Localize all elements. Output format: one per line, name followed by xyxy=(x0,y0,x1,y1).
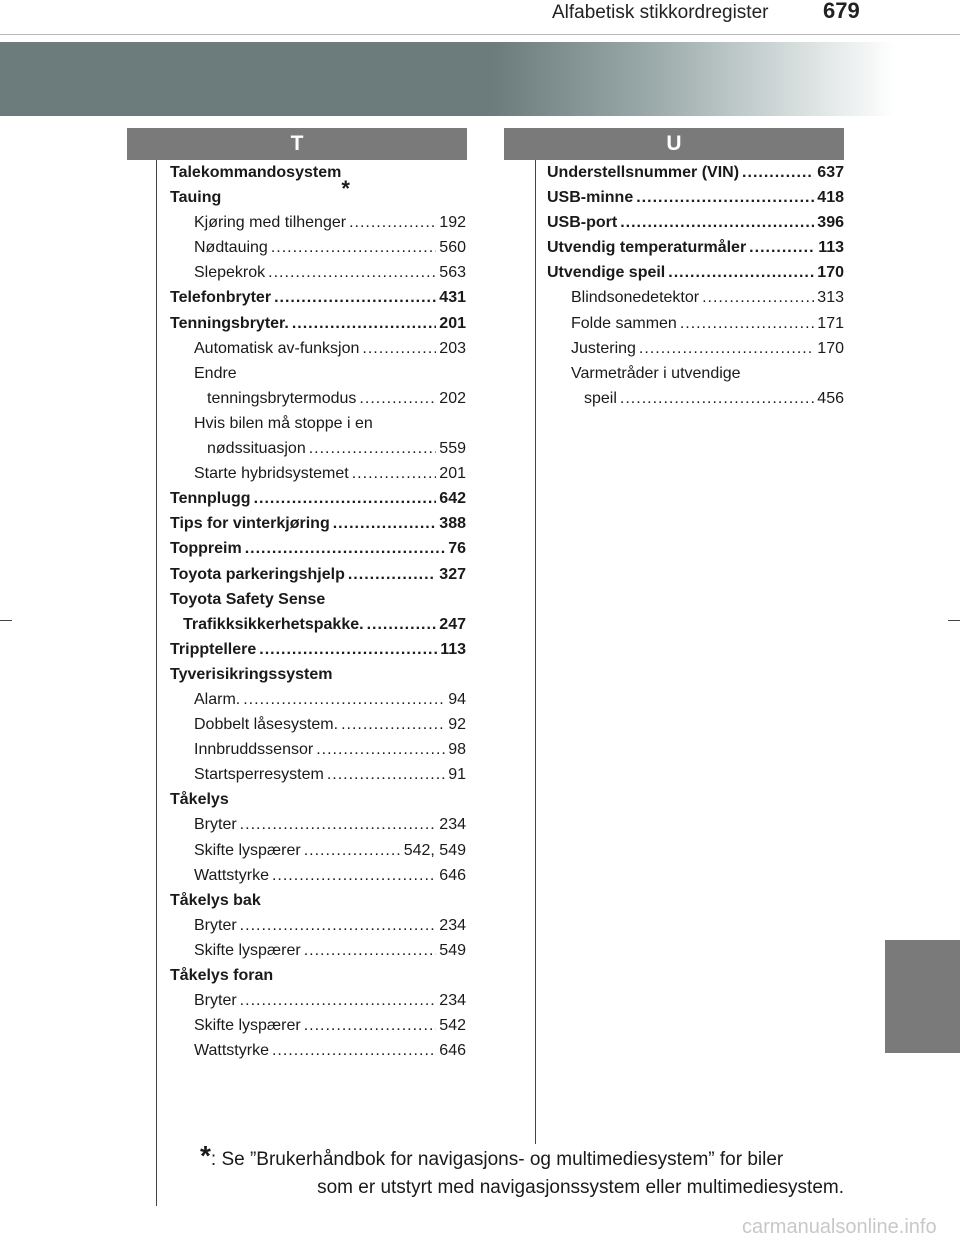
index-column-u xyxy=(547,160,844,411)
index-entry xyxy=(170,762,466,787)
page-number: 679 xyxy=(823,0,860,23)
entry-label: Toyota parkeringshjelp xyxy=(170,565,345,583)
index-entry xyxy=(170,787,466,812)
entry-label: Tauing xyxy=(170,189,222,207)
dot-leader xyxy=(367,612,437,637)
dot-leader xyxy=(274,285,436,310)
section-title: Alfabetisk stikkordregister xyxy=(552,2,769,23)
entry-page-ref[interactable]: 202 xyxy=(439,389,466,407)
dot-leader xyxy=(742,160,814,185)
dot-leader xyxy=(680,311,814,336)
dot-leader xyxy=(359,386,436,411)
entry-label: Understellsnummer (VIN) xyxy=(547,164,740,181)
entry-label: USB-port xyxy=(547,214,618,232)
index-entry xyxy=(170,888,466,913)
margin-tick-left xyxy=(0,620,12,621)
dot-leader xyxy=(254,486,437,511)
entry-page-ref[interactable]: 542 xyxy=(439,1017,466,1035)
index-entry xyxy=(547,235,844,260)
footnote-line-1: : Se ”Brukerhåndbok for navigasjons- og multimediesystem” for biler xyxy=(210,1149,784,1170)
entry-page-ref[interactable]: 549 xyxy=(439,941,466,959)
entry-page-ref[interactable]: 396 xyxy=(817,214,844,232)
index-entry xyxy=(170,637,466,662)
footnote-star: * xyxy=(200,1140,211,1171)
dot-leader xyxy=(620,210,814,235)
entry-page-ref[interactable]: 92 xyxy=(448,716,466,734)
dot-leader xyxy=(362,336,436,361)
dot-leader xyxy=(259,637,437,662)
column-rule-middle xyxy=(535,160,536,1144)
entry-label: Alarm. xyxy=(194,690,241,708)
dot-leader xyxy=(240,812,437,837)
index-entry xyxy=(170,386,466,411)
entry-page-ref[interactable]: 113 xyxy=(818,239,844,257)
dot-leader xyxy=(327,762,445,787)
entry-page-ref[interactable]: 192 xyxy=(439,214,466,232)
entry-page-ref[interactable]: 201 xyxy=(439,465,466,483)
entry-label: Folde sammen xyxy=(571,314,677,332)
dot-leader xyxy=(636,185,814,210)
index-entry xyxy=(547,210,844,235)
dot-leader xyxy=(352,461,437,486)
margin-tick-right xyxy=(948,620,960,621)
index-entry xyxy=(170,687,466,712)
entry-page-ref[interactable]: 98 xyxy=(448,741,466,759)
index-entry xyxy=(170,1013,466,1038)
index-entry xyxy=(170,486,466,511)
index-entry xyxy=(170,536,466,561)
index-entry xyxy=(170,260,466,285)
entry-label: Justering xyxy=(571,339,636,357)
entry-label: Tennplugg xyxy=(170,490,251,508)
dot-leader xyxy=(348,562,436,587)
index-entry xyxy=(170,436,466,461)
entry-label: Talekommandosystem xyxy=(170,164,342,181)
entry-label: Wattstyrke xyxy=(194,866,269,884)
index-entry xyxy=(547,311,844,336)
entry-label: Utvendig temperaturmåler xyxy=(547,239,747,257)
dot-leader xyxy=(668,260,814,285)
entry-page-ref[interactable]: 247 xyxy=(439,615,466,633)
index-column-t xyxy=(170,160,466,1063)
dot-leader xyxy=(349,210,436,235)
dot-leader xyxy=(240,913,437,938)
entry-label: speil xyxy=(584,389,617,407)
index-entry xyxy=(170,185,466,210)
entry-label: Nødtauing xyxy=(194,239,268,257)
entry-label: Innbruddssensor xyxy=(194,741,314,759)
entry-page-ref[interactable]: 431 xyxy=(439,289,466,307)
entry-page-ref[interactable]: 327 xyxy=(439,565,466,583)
entry-label: Telefonbryter xyxy=(170,289,272,307)
dot-leader xyxy=(316,737,445,762)
index-entry xyxy=(170,838,466,863)
index-entry xyxy=(547,386,844,411)
header-banner xyxy=(0,42,895,116)
footnote-line-2: som er utstyrt med navigasjonssystem eller multimediesystem. xyxy=(317,1177,844,1198)
entry-page-ref[interactable]: 542, 549 xyxy=(403,841,466,859)
entry-label: Kjøring med tilhenger xyxy=(194,214,347,232)
entry-page-ref[interactable]: 201 xyxy=(439,314,466,332)
entry-label: Skifte lyspærer xyxy=(194,941,301,959)
dot-leader xyxy=(702,285,814,310)
dot-leader xyxy=(245,536,446,561)
index-entry: Talekommandosystem * xyxy=(170,160,466,185)
entry-page-ref[interactable]: 418 xyxy=(817,189,844,207)
entry-page-ref[interactable]: 171 xyxy=(817,314,844,332)
index-entry xyxy=(170,1038,466,1063)
entry-page-ref[interactable]: 76 xyxy=(448,540,466,558)
entry-page-ref[interactable]: 642 xyxy=(439,490,466,508)
index-entry xyxy=(170,361,466,386)
index-entry xyxy=(170,812,466,837)
index-entry xyxy=(547,185,844,210)
index-entry xyxy=(170,311,466,336)
dot-leader xyxy=(271,235,436,260)
index-entry xyxy=(170,336,466,361)
entry-label: Wattstyrke xyxy=(194,1042,269,1060)
footnote xyxy=(200,1142,844,1202)
index-entry xyxy=(170,963,466,988)
index-entry xyxy=(170,411,466,436)
dot-leader xyxy=(304,838,401,863)
entry-page-ref[interactable]: 313 xyxy=(817,289,844,307)
dot-leader xyxy=(268,260,436,285)
entry-label: Tips for vinterkjøring xyxy=(170,515,330,533)
index-entry xyxy=(170,988,466,1013)
index-entry xyxy=(170,235,466,260)
entry-page-ref[interactable]: 388 xyxy=(439,515,466,533)
dot-leader xyxy=(333,511,437,536)
entry-label: Skifte lyspærer xyxy=(194,1017,301,1035)
entry-label: Trafikksikkerhetspakke. xyxy=(183,615,364,633)
entry-page-ref[interactable]: 170 xyxy=(817,264,844,282)
entry-label: Skifte lyspærer xyxy=(194,841,301,859)
dot-leader xyxy=(272,863,436,888)
entry-label: Startsperresystem xyxy=(194,766,324,784)
entry-label: USB-minne xyxy=(547,189,634,207)
entry-label: Tenningsbryter. xyxy=(170,314,289,332)
dot-leader xyxy=(292,311,436,336)
dot-leader xyxy=(309,436,437,461)
dot-leader xyxy=(341,712,445,737)
index-entry xyxy=(170,612,466,637)
index-entry xyxy=(547,285,844,310)
entry-page-ref[interactable]: 637 xyxy=(817,164,844,181)
entry-label: Varmetråder i utvendige xyxy=(571,364,741,382)
dot-leader xyxy=(749,235,815,260)
index-entry xyxy=(170,511,466,536)
section-header-u: U xyxy=(504,128,844,160)
index-entry xyxy=(547,336,844,361)
entry-page-ref[interactable]: 234 xyxy=(439,916,466,934)
entry-label: Blindsonedetektor xyxy=(571,289,700,307)
entry-label: Slepekrok xyxy=(194,264,266,282)
index-entry xyxy=(170,913,466,938)
index-entry xyxy=(170,587,466,612)
index-entry xyxy=(170,662,466,687)
index-entry xyxy=(170,210,466,235)
entry-label: Tyverisikringssystem xyxy=(170,665,333,683)
section-header-t: T xyxy=(127,128,467,160)
entry-label: Toppreim xyxy=(170,540,242,558)
index-entry xyxy=(170,562,466,587)
entry-label: Hvis bilen må stoppe i en xyxy=(194,414,373,432)
entry-label: Tåkelys bak xyxy=(170,891,261,909)
entry-page-ref[interactable]: 563 xyxy=(439,264,466,282)
entry-label: Tåkelys xyxy=(170,791,229,809)
entry-label: Tåkelys foran xyxy=(170,967,274,984)
dot-leader xyxy=(620,386,814,411)
entry-page-ref[interactable]: 203 xyxy=(439,339,466,357)
header-rule xyxy=(0,34,960,35)
entry-label: Bryter xyxy=(194,916,237,934)
entry-page-ref[interactable]: 560 xyxy=(439,239,466,257)
entry-label: Tripptellere xyxy=(170,640,257,658)
index-entry xyxy=(170,285,466,310)
entry-page-ref[interactable]: 170 xyxy=(817,339,844,357)
entry-label: nødssituasjon xyxy=(207,440,306,458)
dot-leader xyxy=(243,687,445,712)
dot-leader xyxy=(304,1013,437,1038)
entry-page-ref[interactable]: 234 xyxy=(439,992,466,1010)
index-entry xyxy=(170,863,466,888)
chapter-tab xyxy=(885,940,960,1053)
entry-page-ref[interactable]: 91 xyxy=(448,766,466,784)
column-rule-left xyxy=(156,160,157,1206)
index-entry xyxy=(170,712,466,737)
entry-page-ref[interactable]: 646 xyxy=(439,866,466,884)
entry-page-ref[interactable]: 559 xyxy=(439,440,466,458)
entry-label: Dobbelt låsesystem. xyxy=(194,716,339,734)
entry-label: Utvendige speil xyxy=(547,264,666,282)
entry-label: tenningsbrytermodus xyxy=(207,389,357,407)
index-entry xyxy=(547,260,844,285)
entry-page-ref[interactable]: 646 xyxy=(439,1042,466,1060)
dot-leader xyxy=(304,938,437,963)
entry-label: Starte hybridsystemet xyxy=(194,465,349,483)
dot-leader xyxy=(639,336,814,361)
watermark: carmanualsonline.info xyxy=(742,1216,937,1238)
entry-label: Automatisk av-funksjon xyxy=(194,339,360,357)
index-entry xyxy=(547,361,844,386)
entry-label: Bryter xyxy=(194,992,237,1010)
entry-label: Toyota Safety Sense xyxy=(170,590,326,608)
entry-page-ref[interactable]: 113 xyxy=(440,640,466,658)
index-entry xyxy=(170,461,466,486)
entry-label: Endre xyxy=(194,364,237,382)
entry-label: Bryter xyxy=(194,816,237,834)
entry-page-ref[interactable]: 94 xyxy=(448,690,466,708)
entry-page-ref[interactable]: 234 xyxy=(439,816,466,834)
index-entry xyxy=(547,160,844,185)
index-entry xyxy=(170,938,466,963)
dot-leader xyxy=(240,988,437,1013)
entry-page-ref[interactable]: 456 xyxy=(817,389,844,407)
index-entry xyxy=(170,737,466,762)
dot-leader xyxy=(272,1038,436,1063)
